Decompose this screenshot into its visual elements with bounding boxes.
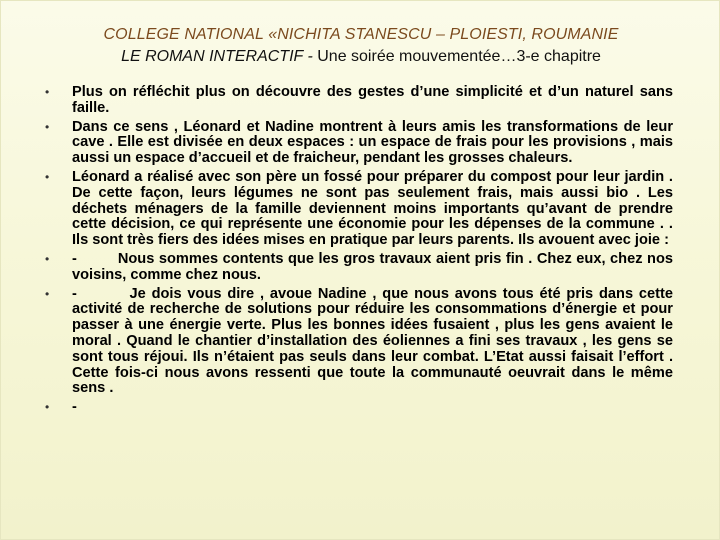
bullet-dot: •	[45, 400, 50, 415]
list-item	[45, 120, 673, 167]
bullet-dot: •	[45, 286, 50, 301]
paragraph-text: - Nous sommes contents que les gros travaux aient pris fin . Chez eux, chez nos voisins, comme chez nous.	[72, 250, 678, 283]
list-item	[45, 285, 678, 398]
bullet-dot: •	[45, 251, 50, 266]
list-item	[45, 400, 673, 416]
bullet-dot: •	[45, 169, 50, 184]
slide-header	[1, 25, 720, 68]
school-title: COLLEGE NATIONAL «NICHITA STANESCU – PLOIESTI, ROUMANIE	[103, 26, 619, 43]
paragraph-text: - Je dois vous dire , avoue Nadine , que nous avons tous été pris dans cette activité de recherche de solutions pour réduire les consommations d’énergie et pour passer à une énergie verte. Plus les bonnes idées fusaient , plus les gens avaient le moral . Quand le chantier d’installation des éoliennes a fini ses travaux , les gens se sont tous réjoui. Ils n’étaient pas seuls dans leur combat. L’Etat aussi faisait l’effort . Cette fois-ci nous avons ressenti que toute la communauté oeuvrait dans le même sens .	[72, 285, 678, 397]
list-item	[45, 85, 673, 117]
list-item	[45, 170, 673, 249]
paragraph-text: Léonard a réalisé avec son père un fossé pour préparer du compost pour leur jardin . De cette façon, leurs légumes ne sont pas seulement frais, mais aussi bio . Les déchets ménagers de la famille deviennent moins importants qu’avant de prendre cette décision, ce qui représente une économie pour les dépenses de la commune . . Ils sont très fiers des idées mises en pratique par leurs parents. Ils avouent avec joie :	[72, 168, 673, 249]
slide-subtitle	[1, 46, 720, 68]
paragraph-text: Dans ce sens , Léonard et Nadine montrent à leurs amis les transformations de leur cave . Elle est divisée en deux espaces : un espace de frais pour les provisions , mais aussi un espace d’accueil et de fraicheur, pendant les grosses chaleurs.	[72, 118, 673, 167]
bullet-dot: •	[45, 119, 50, 134]
bullet-dot: •	[45, 85, 50, 99]
subtitle-italic-part: LE ROMAN INTERACTIF -	[121, 48, 318, 65]
bullet-list	[45, 84, 678, 419]
paragraph-text: -	[72, 399, 77, 416]
subtitle-normal-part: Une soirée mouvementée…3-e chapitre	[317, 48, 601, 65]
list-item	[45, 250, 678, 284]
paragraph-text: Plus on réfléchit plus on découvre des gestes d’une simplicité et d’un naturel sans faille.	[72, 84, 673, 116]
